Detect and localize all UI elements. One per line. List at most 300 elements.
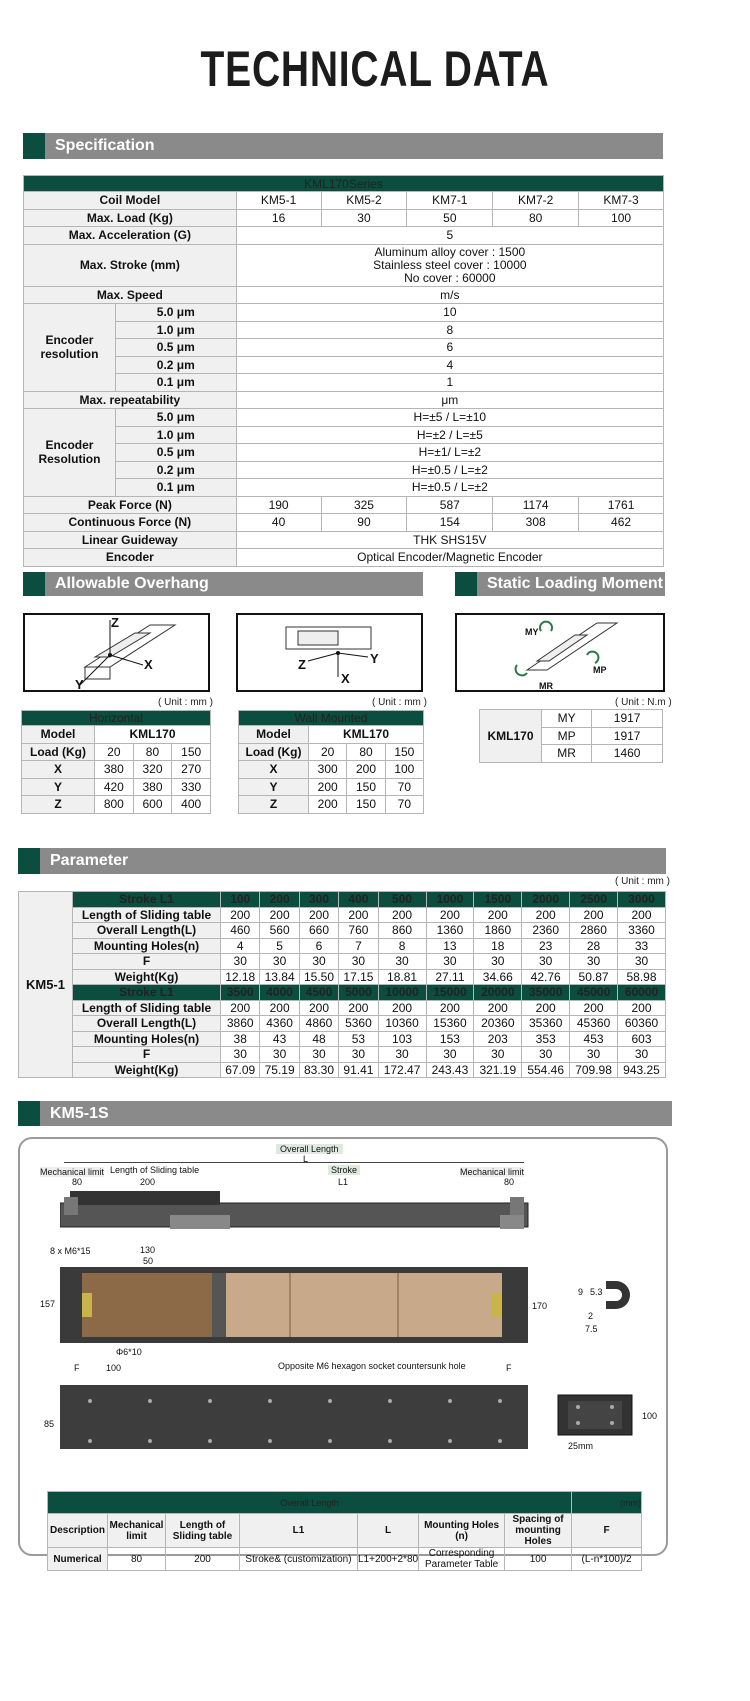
side-view-illustration <box>60 1185 530 1233</box>
value-cell: m/s <box>236 286 663 304</box>
param-cell: 3360 <box>618 923 666 939</box>
stroke-cell: 5000 <box>339 985 378 1001</box>
model-label: Model <box>239 726 309 744</box>
param-cell: 760 <box>339 923 378 939</box>
phi-label: Φ6*10 <box>116 1347 142 1357</box>
enc-res2-label: Encoder Resolution <box>24 409 116 497</box>
section-title: KM5-1S <box>50 1105 109 1122</box>
axis-x-label: X <box>341 671 350 686</box>
param-cell: 42.76 <box>522 969 570 985</box>
param-cell: 460 <box>221 923 260 939</box>
param-cell: 13.84 <box>260 969 299 985</box>
param-cell: 30 <box>474 1047 522 1063</box>
moment-table <box>479 709 663 763</box>
stroke-line: Stainless steel cover : 10000 <box>373 257 527 272</box>
param-cell: 172.47 <box>378 1062 426 1078</box>
section-accent <box>23 133 45 159</box>
value-cell: 600 <box>133 796 172 814</box>
param-cell: 200 <box>522 1000 570 1016</box>
param-cell: 200 <box>339 1000 378 1016</box>
param-cell: 6 <box>299 938 338 954</box>
stroke-cell: 4000 <box>260 985 299 1001</box>
section-accent <box>18 848 40 874</box>
value-cell: 5 <box>236 227 663 245</box>
value-cell: H=±0.5 / L=±2 <box>236 479 663 497</box>
param-cell: 50.87 <box>570 969 618 985</box>
moment-diagram <box>455 613 665 692</box>
value-cell: 200 <box>166 1548 240 1571</box>
stroke-cell: 200 <box>260 892 299 908</box>
param-row-label: Length of Sliding table <box>73 907 221 923</box>
section-title: Static Loading Moment <box>487 575 663 592</box>
moment-header <box>455 572 665 596</box>
stroke-cell: 1000 <box>426 892 474 908</box>
moment-value: 1460 <box>592 745 663 763</box>
value-cell: 300 <box>309 761 347 779</box>
value-cell: 420 <box>95 778 134 796</box>
param-model: KM5-1 <box>19 892 73 1078</box>
mr-label: MR <box>539 681 553 691</box>
param-row-label: Mounting Holes(n) <box>73 1031 221 1047</box>
km51s-header <box>18 1101 672 1126</box>
wall-diagram <box>236 613 423 692</box>
param-cell: 5 <box>260 938 299 954</box>
value-cell: L1+200+2*80 <box>358 1548 419 1571</box>
param-cell: 5360 <box>339 1016 378 1032</box>
dim-L1: L1 <box>338 1177 349 1187</box>
page-title: TECHNICAL DATA <box>200 41 550 97</box>
param-cell: 13 <box>426 938 474 954</box>
unit-label: ( Unit : mm ) <box>158 697 213 708</box>
overall-length-label: Overall Length <box>276 1144 343 1154</box>
stroke-cell: 60000 <box>618 985 666 1001</box>
res-cell: 1.0 μm <box>115 321 236 339</box>
value-cell: Corresponding Parameter Table <box>419 1548 505 1571</box>
param-cell: 15360 <box>426 1016 474 1032</box>
dim-170: 170 <box>532 1301 548 1311</box>
param-cell: 603 <box>618 1031 666 1047</box>
section-accent <box>18 1101 40 1126</box>
stroke-cell: 3500 <box>221 985 260 1001</box>
axis-cell: X <box>239 761 309 779</box>
res-cell: 1.0 μm <box>115 426 236 444</box>
param-cell: 30 <box>299 1047 338 1063</box>
param-cell: 200 <box>570 907 618 923</box>
spec-table <box>23 175 664 567</box>
value-cell: 1174 <box>493 496 579 514</box>
col-header: L1 <box>240 1514 358 1548</box>
value-cell: 100 <box>505 1548 572 1571</box>
unit-label: ( Unit : mm ) <box>372 697 427 708</box>
dim-9: 9 <box>578 1287 584 1297</box>
L-label: L <box>303 1154 309 1164</box>
param-cell: 2360 <box>522 923 570 939</box>
load-cell: 20 <box>309 743 347 761</box>
value-cell: 154 <box>407 514 493 532</box>
dim-130: 130 <box>140 1245 156 1255</box>
stroke-cell: 400 <box>339 892 378 908</box>
load-cell: 20 <box>95 743 134 761</box>
param-cell: 2860 <box>570 923 618 939</box>
value-cell: 80 <box>108 1548 166 1571</box>
col-header: L <box>358 1514 419 1548</box>
value-cell: H=±2 / L=±5 <box>236 426 663 444</box>
max-rep-label: Max. repeatability <box>24 391 237 409</box>
stroke-cell: 2500 <box>570 892 618 908</box>
table-title: Wall Mounted <box>239 711 424 726</box>
value-cell: 200 <box>309 778 347 796</box>
value-cell: 50 <box>407 209 493 227</box>
max-load-label: Max. Load (Kg) <box>24 209 237 227</box>
stroke-cell: 2000 <box>522 892 570 908</box>
param-cell: 30 <box>474 954 522 970</box>
param-cell: 4360 <box>260 1016 299 1032</box>
param-cell: 660 <box>299 923 338 939</box>
param-cell: 30 <box>522 954 570 970</box>
param-cell: 200 <box>618 1000 666 1016</box>
model-label: Model <box>22 726 95 744</box>
param-cell: 91.41 <box>339 1062 378 1078</box>
dim-100-end: 100 <box>642 1411 658 1421</box>
stroke-label: Stroke <box>328 1165 360 1175</box>
param-cell: 30 <box>339 954 378 970</box>
param-cell: 200 <box>260 907 299 923</box>
param-row-label: Weight(Kg) <box>73 969 221 985</box>
param-cell: 12.18 <box>221 969 260 985</box>
axis-cell: Y <box>239 778 309 796</box>
moment-value: 1917 <box>592 727 663 745</box>
axis-y-label: Y <box>75 677 84 692</box>
opposite-hole-label: Opposite M6 hexagon socket countersunk hole <box>278 1361 466 1371</box>
stroke-label: Stroke L1 <box>73 985 221 1001</box>
model-value: KML170 <box>309 726 424 744</box>
axis-cell: X <box>22 761 95 779</box>
param-cell: 48 <box>299 1031 338 1047</box>
col-header: F <box>572 1514 642 1548</box>
load-label: Load (Kg) <box>22 743 95 761</box>
section-title: Allowable Overhang <box>55 575 209 592</box>
axis-z-label: Z <box>298 657 306 672</box>
param-cell: 30 <box>221 1047 260 1063</box>
model-value: KML170 <box>95 726 211 744</box>
moment-value: 1917 <box>592 710 663 728</box>
load-cell: 150 <box>385 743 423 761</box>
value-cell: 100 <box>579 209 664 227</box>
param-row-label: Overall Length(L) <box>73 923 221 939</box>
col-header: Length of Sliding table <box>166 1514 240 1548</box>
value-cell: THK SHS15V <box>236 531 663 549</box>
guide-label: Linear Guideway <box>24 531 237 549</box>
value-cell: 8 <box>236 321 663 339</box>
value-cell: 308 <box>493 514 579 532</box>
load-cell: 150 <box>172 743 211 761</box>
unit-label: ( Unit : N.m ) <box>615 697 672 708</box>
value-cell: 1 <box>236 374 663 392</box>
param-cell: 943.25 <box>618 1062 666 1078</box>
stroke-cell: 300 <box>299 892 338 908</box>
param-cell: 27.11 <box>426 969 474 985</box>
stroke-cell: 4500 <box>299 985 338 1001</box>
axis-y-label: Y <box>370 651 379 666</box>
dim-157: 157 <box>40 1299 56 1309</box>
param-cell: 18 <box>474 938 522 954</box>
param-cell: 28 <box>570 938 618 954</box>
summary-header: Overall Length <box>48 1492 572 1514</box>
axis-cell: Z <box>239 796 309 814</box>
param-cell: 7 <box>339 938 378 954</box>
value-cell: 462 <box>579 514 664 532</box>
sliding-length-label: Length of Sliding table <box>110 1165 200 1175</box>
param-cell: 83.30 <box>299 1062 338 1078</box>
stroke-cell: 500 <box>378 892 426 908</box>
stroke-cell: 15000 <box>426 985 474 1001</box>
col-header: Mechanical limit <box>108 1514 166 1548</box>
param-cell: 30 <box>260 1047 299 1063</box>
stroke-line: Aluminum alloy cover : 1500 <box>374 244 526 259</box>
value-cell: Optical Encoder/Magnetic Encoder <box>236 549 663 567</box>
value-cell: 70 <box>385 778 423 796</box>
value-cell: 100 <box>385 761 423 779</box>
param-cell: 30 <box>570 1047 618 1063</box>
dim-F-right: F <box>506 1363 512 1373</box>
dim-85: 85 <box>44 1419 55 1429</box>
param-cell: 53 <box>339 1031 378 1047</box>
value-cell: μm <box>236 391 663 409</box>
stroke-cell <box>236 244 663 286</box>
parameter-table <box>18 891 666 1078</box>
param-cell: 30 <box>426 954 474 970</box>
param-cell: 30 <box>260 954 299 970</box>
param-cell: 203 <box>474 1031 522 1047</box>
param-cell: 200 <box>378 907 426 923</box>
dim-2: 2 <box>588 1311 594 1321</box>
value-cell: 330 <box>172 778 211 796</box>
load-cell: 80 <box>133 743 172 761</box>
param-cell: 34.66 <box>474 969 522 985</box>
param-cell: 58.98 <box>618 969 666 985</box>
moment-key: MP <box>542 727 592 745</box>
param-cell: 200 <box>522 907 570 923</box>
param-cell: 200 <box>570 1000 618 1016</box>
param-cell: 17.15 <box>339 969 378 985</box>
section-title: Specification <box>55 137 155 154</box>
value-cell: 380 <box>133 778 172 796</box>
wall-table <box>238 710 424 814</box>
param-cell: 200 <box>221 907 260 923</box>
param-cell: 860 <box>378 923 426 939</box>
value-cell: 6 <box>236 339 663 357</box>
cont-label: Continuous Force (N) <box>24 514 237 532</box>
param-cell: 4 <box>221 938 260 954</box>
value-cell: H=±5 / L=±10 <box>236 409 663 427</box>
bottom-view-illustration <box>60 1385 530 1451</box>
value-cell: 70 <box>385 796 423 814</box>
param-cell: 30 <box>426 1047 474 1063</box>
mech-limit-left: Mechanical limit <box>40 1167 105 1177</box>
param-cell: 45360 <box>570 1016 618 1032</box>
param-cell: 200 <box>474 1000 522 1016</box>
param-cell: 243.43 <box>426 1062 474 1078</box>
param-cell: 3860 <box>221 1016 260 1032</box>
axis-cell: Y <box>22 778 95 796</box>
coil-label: Coil Model <box>24 192 237 210</box>
param-cell: 321.19 <box>474 1062 522 1078</box>
mech-limit-right: Mechanical limit <box>460 1167 525 1177</box>
axis-cell: Z <box>22 796 95 814</box>
param-row-label: Overall Length(L) <box>73 1016 221 1032</box>
value-cell: 80 <box>493 209 579 227</box>
my-label: MY <box>525 627 539 637</box>
row-label: Numerical <box>48 1548 108 1571</box>
value-cell: 4 <box>236 356 663 374</box>
section-title: Parameter <box>50 852 129 869</box>
mp-label: MP <box>593 665 607 675</box>
value-cell: 380 <box>95 761 134 779</box>
param-cell: 1360 <box>426 923 474 939</box>
max-stroke-label: Max. Stroke (mm) <box>24 244 237 286</box>
value-cell: 150 <box>347 796 385 814</box>
param-cell: 200 <box>221 1000 260 1016</box>
value-cell: H=±0.5 / L=±2 <box>236 461 663 479</box>
param-cell: 38 <box>221 1031 260 1047</box>
horizontal-diagram <box>23 613 210 692</box>
profile-slot-icon <box>602 1277 638 1313</box>
param-cell: 30 <box>378 954 426 970</box>
value-cell: (L-n*100)/2 <box>572 1548 642 1571</box>
stroke-label: Stroke L1 <box>73 892 221 908</box>
value-cell: Stroke& (customization) <box>240 1548 358 1571</box>
dim-50: 50 <box>143 1256 154 1266</box>
moment-key: MR <box>542 745 592 763</box>
stroke-cell: 10000 <box>378 985 426 1001</box>
param-cell: 200 <box>426 1000 474 1016</box>
res-cell: 0.1 μm <box>115 374 236 392</box>
model-cell: KM5-1 <box>236 192 321 210</box>
param-row-label: Length of Sliding table <box>73 1000 221 1016</box>
moment-model: KML170 <box>480 710 542 763</box>
param-cell: 153 <box>426 1031 474 1047</box>
param-cell: 15.50 <box>299 969 338 985</box>
param-cell: 554.46 <box>522 1062 570 1078</box>
specification-header <box>23 133 663 159</box>
param-cell: 60360 <box>618 1016 666 1032</box>
value-cell: 1761 <box>579 496 664 514</box>
encoder-label: Encoder <box>24 549 237 567</box>
param-cell: 43 <box>260 1031 299 1047</box>
section-accent <box>455 572 477 596</box>
value-cell: 30 <box>321 209 407 227</box>
dim-5-3: 5.3 <box>590 1287 603 1297</box>
moment-rail-illustration <box>457 615 663 690</box>
param-cell: 10360 <box>378 1016 426 1032</box>
model-cell: KM5-2 <box>321 192 407 210</box>
param-cell: 709.98 <box>570 1062 618 1078</box>
param-row-label: F <box>73 1047 221 1063</box>
param-cell: 200 <box>378 1000 426 1016</box>
unit-label: ( Unit : mm ) <box>615 876 670 887</box>
model-cell: KM7-2 <box>493 192 579 210</box>
param-cell: 30 <box>522 1047 570 1063</box>
dim-F-left: F <box>74 1363 80 1373</box>
value-cell: 270 <box>172 761 211 779</box>
res-cell: 5.0 μm <box>115 304 236 322</box>
col-header: Description <box>48 1514 108 1548</box>
load-label: Load (Kg) <box>239 743 309 761</box>
value-cell: 90 <box>321 514 407 532</box>
param-row-label: Weight(Kg) <box>73 1062 221 1078</box>
param-cell: 353 <box>522 1031 570 1047</box>
param-cell: 30 <box>378 1047 426 1063</box>
dim-200: 200 <box>140 1177 156 1187</box>
summary-table <box>47 1491 642 1571</box>
stroke-cell: 1500 <box>474 892 522 908</box>
param-cell: 1860 <box>474 923 522 939</box>
param-cell: 67.09 <box>221 1062 260 1078</box>
model-cell: KM7-3 <box>579 192 664 210</box>
dim-80-left: 80 <box>72 1177 83 1187</box>
param-row-label: F <box>73 954 221 970</box>
wall-rail-illustration <box>238 615 421 690</box>
value-cell: H=±1/ L=±2 <box>236 444 663 462</box>
model-cell: KM7-1 <box>407 192 493 210</box>
param-cell: 560 <box>260 923 299 939</box>
max-acc-label: Max. Acceleration (G) <box>24 227 237 245</box>
axis-z-label: Z <box>111 615 119 630</box>
summary-unit: (mm) <box>572 1492 642 1514</box>
value-cell: 800 <box>95 796 134 814</box>
param-cell: 75.19 <box>260 1062 299 1078</box>
param-cell: 103 <box>378 1031 426 1047</box>
param-cell: 200 <box>299 907 338 923</box>
res-cell: 0.1 μm <box>115 479 236 497</box>
res-cell: 0.5 μm <box>115 444 236 462</box>
value-cell: 200 <box>347 761 385 779</box>
param-cell: 30 <box>570 954 618 970</box>
param-cell: 20360 <box>474 1016 522 1032</box>
value-cell: 40 <box>236 514 321 532</box>
param-cell: 200 <box>474 907 522 923</box>
value-cell: 325 <box>321 496 407 514</box>
top-view-illustration <box>60 1267 530 1345</box>
param-cell: 200 <box>260 1000 299 1016</box>
param-cell: 8 <box>378 938 426 954</box>
param-cell: 30 <box>339 1047 378 1063</box>
param-cell: 33 <box>618 938 666 954</box>
col-header: Mounting Holes (n) <box>419 1514 505 1548</box>
peak-label: Peak Force (N) <box>24 496 237 514</box>
dim-100: 100 <box>106 1363 122 1373</box>
param-cell: 30 <box>618 1047 666 1063</box>
section-accent <box>23 572 45 596</box>
stroke-cell: 35000 <box>522 985 570 1001</box>
enc-res-label: Encoder resolution <box>24 304 116 392</box>
drawing-panel <box>18 1137 668 1570</box>
value-cell: 10 <box>236 304 663 322</box>
res-cell: 0.5 μm <box>115 339 236 357</box>
value-cell: 16 <box>236 209 321 227</box>
series-row: KML170Series <box>24 176 664 192</box>
max-speed-label: Max. Speed <box>24 286 237 304</box>
param-cell: 30 <box>221 954 260 970</box>
param-cell: 200 <box>339 907 378 923</box>
axis-x-label: X <box>144 657 153 672</box>
value-cell: 587 <box>407 496 493 514</box>
param-cell: 200 <box>299 1000 338 1016</box>
value-cell: 190 <box>236 496 321 514</box>
dim-25mm: 25mm <box>568 1441 594 1451</box>
stroke-cell: 20000 <box>474 985 522 1001</box>
dim-80-right: 80 <box>504 1177 515 1187</box>
